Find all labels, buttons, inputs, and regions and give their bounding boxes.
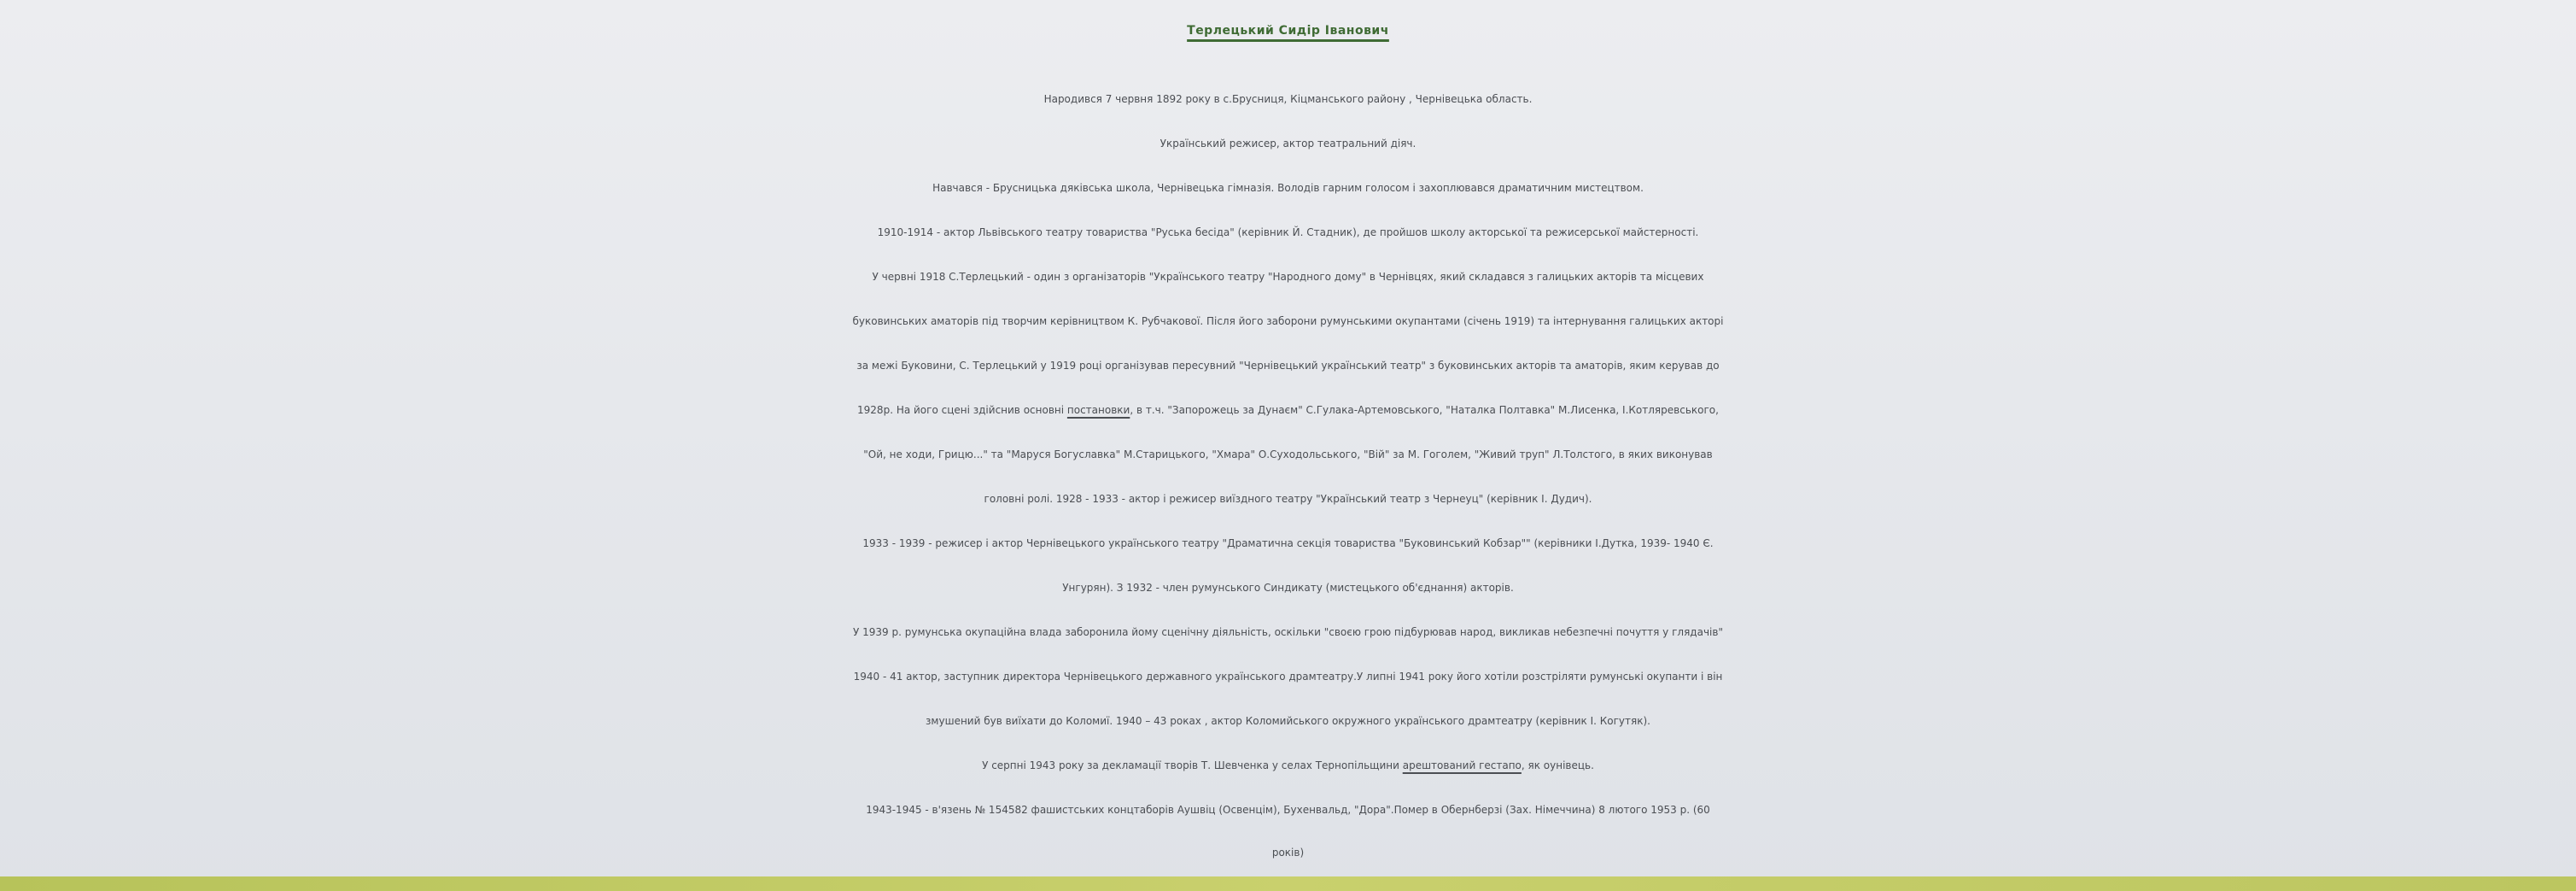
text-line-12: Унгурян). З 1932 - член румунського Синдикату (мистецького об'єднання) акторів. xyxy=(1062,582,1514,594)
text-line-7: за межі Буковини, С. Терлецький у 1919 році організував пересувний "Чернівецький український театр" з буковинських акторів та аматорів, яким керував до xyxy=(856,360,1720,372)
text-line-2: Український режисер, актор театральний діяч. xyxy=(1159,138,1417,149)
text-segment: У серпні 1943 року за декламації творів Т. Шевченка у селах Тернопільщини xyxy=(982,759,1403,771)
text-line-1: Народився 7 червня 1892 року в с.Брусниця, Кіцманського району , Чернівецька область. xyxy=(1043,93,1533,105)
text-line-6: буковинських аматорів під творчим керівництвом К. Рубчакової. Після його заборони румунськими окупантами (січень 1919) та інтернування галицьких акторі xyxy=(852,315,1724,327)
text-segment: , як оунівець. xyxy=(1521,759,1594,771)
text-line-8 xyxy=(0,393,2576,427)
text-line-10: головні ролі. 1928 - 1933 - актор і режисер виїздного театру "Український театр з Чернеуц" (керівник І. Дудич). xyxy=(984,493,1592,505)
underlined-word-postanovky: постановки xyxy=(1066,404,1130,416)
text-line-14: 1940 - 41 актор, заступник директора Чернівецького державного українського драмтеатру.У липні 1941 року його хотіли розстріляти румунські окупанти і він xyxy=(853,671,1723,683)
text-line-5: У червні 1918 С.Терлецький - один з організаторів "Українського театру "Народного дому" в Чернівцях, який складався з галицьких акторів та місцевих xyxy=(872,271,1704,283)
text-line-11: 1933 - 1939 - режисер і актор Чернівецького українського театру "Драматична секція товариства "Буковинський Кобзар"" (керівники І.Дутка, 1939- 1940 Є. xyxy=(862,537,1714,549)
text-line-17: 1943-1945 - в'язень № 154582 фашистських концтаборів Аушвіц (Освенцім), Бухенвальд, "Дора".Помер в Обернберзі (Зах. Німеччина) 8 лютого 1953 р. (60 xyxy=(866,804,1710,816)
page-title: Терлецький Сидір Іванович xyxy=(1187,24,1389,38)
text-line-9: "Ой, не ходи, Грицю..." та "Маруся Богуславка" М.Старицького, "Хмара" О.Суходольського, "Вій" за М. Гоголем, "Живий труп" Л.Толстого, в яких виконував xyxy=(863,448,1713,460)
text-line-15: змушений був виїхати до Коломиї. 1940 – 43 роках , актор Коломийського окружного українського драмтеатру (керівник І. Когутяк). xyxy=(926,715,1650,727)
underlined-phrase-arrested: арештований гестапо xyxy=(1402,759,1522,771)
text-line-18: років) xyxy=(1271,847,1305,859)
text-line-3: Навчався - Брусницька дяківська школа, Чернівецька гімназія. Володів гарним голосом і захоплювався драматичним мистецтвом. xyxy=(932,182,1644,194)
text-line-16 xyxy=(0,748,2576,783)
green-bottom-edge xyxy=(0,876,2576,891)
text-line-13: У 1939 р. румунська окупаційна влада заборонила йому сценічну діяльність, оскільки "своєю грою підбурював народ, викликав небезпечні почуття у глядачів" xyxy=(853,626,1723,638)
text-segment: 1928р. На його сцені здійснив основні xyxy=(857,404,1067,416)
text-segment: , в т.ч. "Запорожець за Дунаєм" С.Гулака-Артемовського, "Наталка Полтавка" М.Лисенка, І.Котляревського, xyxy=(1130,404,1719,416)
text-line-4: 1910-1914 - актор Львівського театру товариства "Руська бесіда" (керівник Й. Стадник), де пройшов школу акторської та режисерської майстерності. xyxy=(877,226,1699,238)
